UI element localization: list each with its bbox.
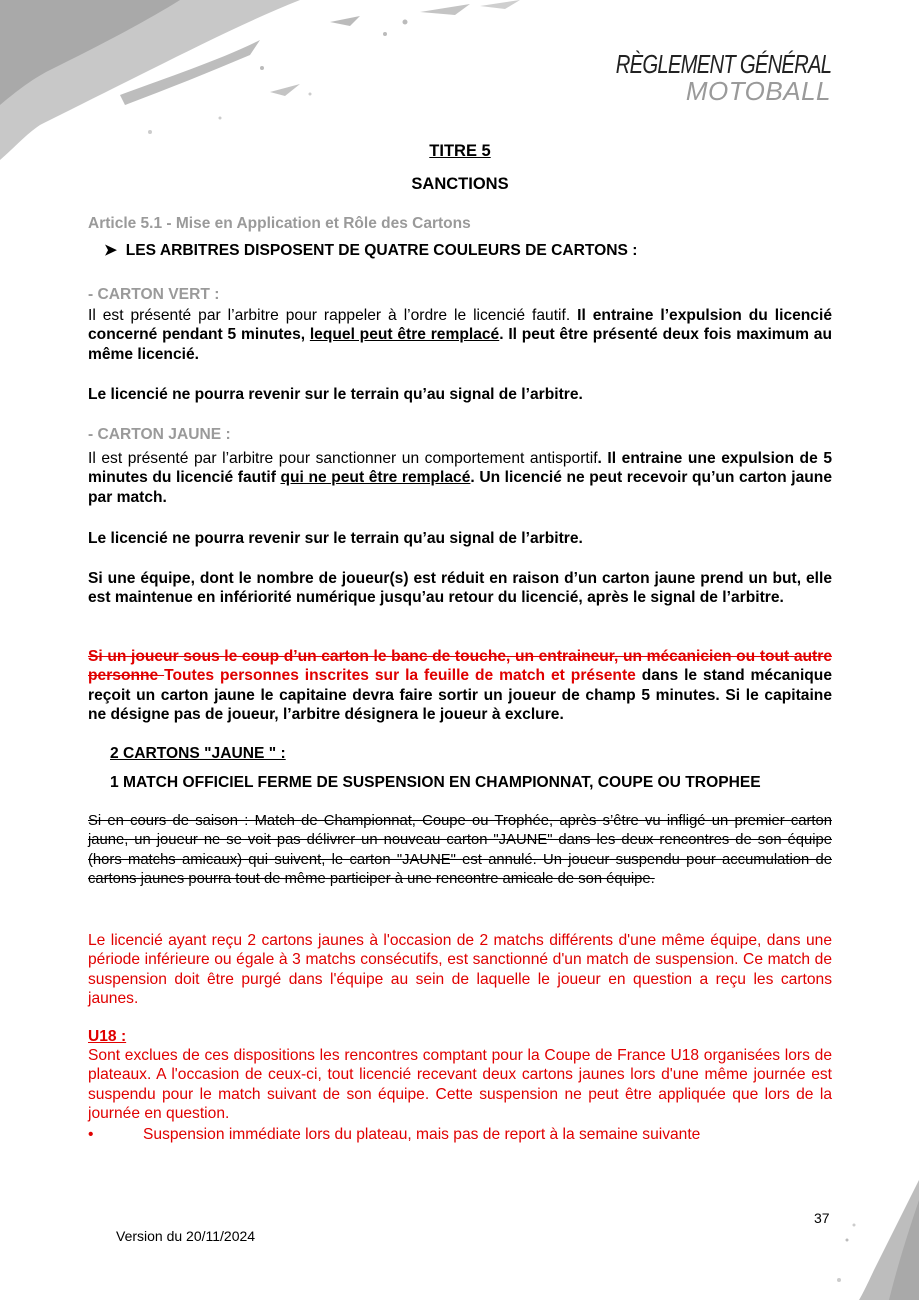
article-heading: Article 5.1 - Mise en Application et Rôle des Cartons [88,215,471,232]
arrow-bullet-icon: ➤ [104,242,126,259]
jaune-red-text: Toutes personnes inscrites sur la feuille de match et présente [164,667,642,685]
deux-cartons-red: Le licencié ayant reçu 2 cartons jaunes à l'occasion de 2 matchs différents d'une même équipe, dans une période inférieure ou égale à 3 matchs consécutifs, est sanctionné d'un match de suspension. Ce match de suspension doit être purgé dans l'équipe au sein de laquelle le joueur en question a reçu les cartons jaunes. [88,932,832,1008]
jaune-rest-text: dans le stand mécanique reçoit un carton jaune le capitaine devra faire sortir un joueur de champ 5 minutes. Si le capitaine ne désigne pas de joueur, l’arbitre désignera le joueur à exclure. [88,667,833,724]
carton-jaune-paragraph [88,449,832,507]
jaune-text-d: . Un licencié ne peut recevoir qu’un carton jaune par match. [88,469,832,506]
carton-vert-paragraph [88,306,832,364]
jaune-struck-text: Si un joueur sous le coup d’un carton le banc de touche, un entraineur, un mécanicien ou tout autre personne [88,648,832,685]
header-line-1: RÈGLEMENT GÉNÉRAL [615,49,831,79]
article-bullet-text: LES ARBITRES DISPOSENT DE QUATRE COULEURS DE CARTONS : [125,242,638,259]
title: TITRE 5 [429,142,491,160]
brush-stroke-decoration [759,1180,919,1300]
version-footer: Version du 20/11/2024 [116,1228,256,1244]
carton-jaune-inferiority: Si une équipe, dont le nombre de joueur(s) est réduit en raison d’un carton jaune prend un but, elle est maintenue en infériorité numérique jusqu’au retour du licencié, après le signal de l’arbitre. [88,570,832,607]
subtitle: SANCTIONS [411,175,509,193]
vert-text-d: . Il peut être présenté deux fois maximum au même licencié. [88,326,832,363]
deux-cartons-sub: 1 MATCH OFFICIEL FERME DE SUSPENSION EN CHAMPIONNAT, COUPE OU TROPHEE [110,774,761,791]
deux-cartons-heading: 2 CARTONS "JAUNE " : [110,745,286,762]
bullet-dot-icon: • [88,1126,94,1143]
page-number: 37 [814,1210,830,1226]
jaune-text-c: qui ne peut être remplacé [280,469,471,487]
carton-jaune-return: Le licencié ne pourra revenir sur le terrain qu’au signal de l’arbitre. [88,530,583,547]
vert-text-b: Il entraine l’expulsion du licencié concerné pendant 5 minutes, [88,307,832,344]
vert-text-c: lequel peut être remplacé [309,326,500,344]
deux-cartons-struck: Si en cours de saison : Match de Championnat, Coupe ou Trophée, après s’être vu infligé un premier carton jaune, un joueur ne se voit pas délivrer un nouveau carton "JAUNE" dans les deux rencontres de son équipe (hors matchs amicaux) qui suivent, le carton "JAUNE" est annulé. Un joueur suspendu pour accumulation de cartons jaunes pourra tout de même participer à une rencontre amicale de son équipe. [88,813,832,888]
carton-jaune-stand [88,647,832,725]
u18-heading: U18 : [88,1028,127,1045]
article-bullet [104,241,848,260]
u18-paragraph: Sont exclues de ces dispositions les rencontres comptant pour la Coupe de France U18 organisées lors de plateaux. A l'occasion de ceux-ci, tout licencié recevant deux cartons jaunes lors d'une même journée est suspendu pour le match suivant de son équipe. Cette suspension ne peut être appliquée que lors de la journée en question. [88,1047,832,1123]
vert-text-a: Il est présenté par l’arbitre pour rappeler à l’ordre le licencié fautif. [88,307,578,324]
jaune-text-b: . Il entraine une expulsion de 5 minutes du licencié fautif [88,450,832,487]
jaune-text-a: Il est présenté par l’arbitre pour sanctionner un comportement antisportif [88,450,598,467]
header-line-2: MOTOBALL [685,76,831,106]
document-header-logo [555,50,831,104]
u18-bullet-text: Suspension immédiate lors du plateau, mais pas de report à la semaine suivante [143,1126,701,1143]
carton-vert-return: Le licencié ne pourra revenir sur le terrain qu’au signal de l’arbitre. [88,386,583,403]
u18-bullet [88,1125,832,1144]
carton-jaune-heading: - CARTON JAUNE : [88,426,231,443]
carton-vert-heading: - CARTON VERT : [88,286,220,303]
